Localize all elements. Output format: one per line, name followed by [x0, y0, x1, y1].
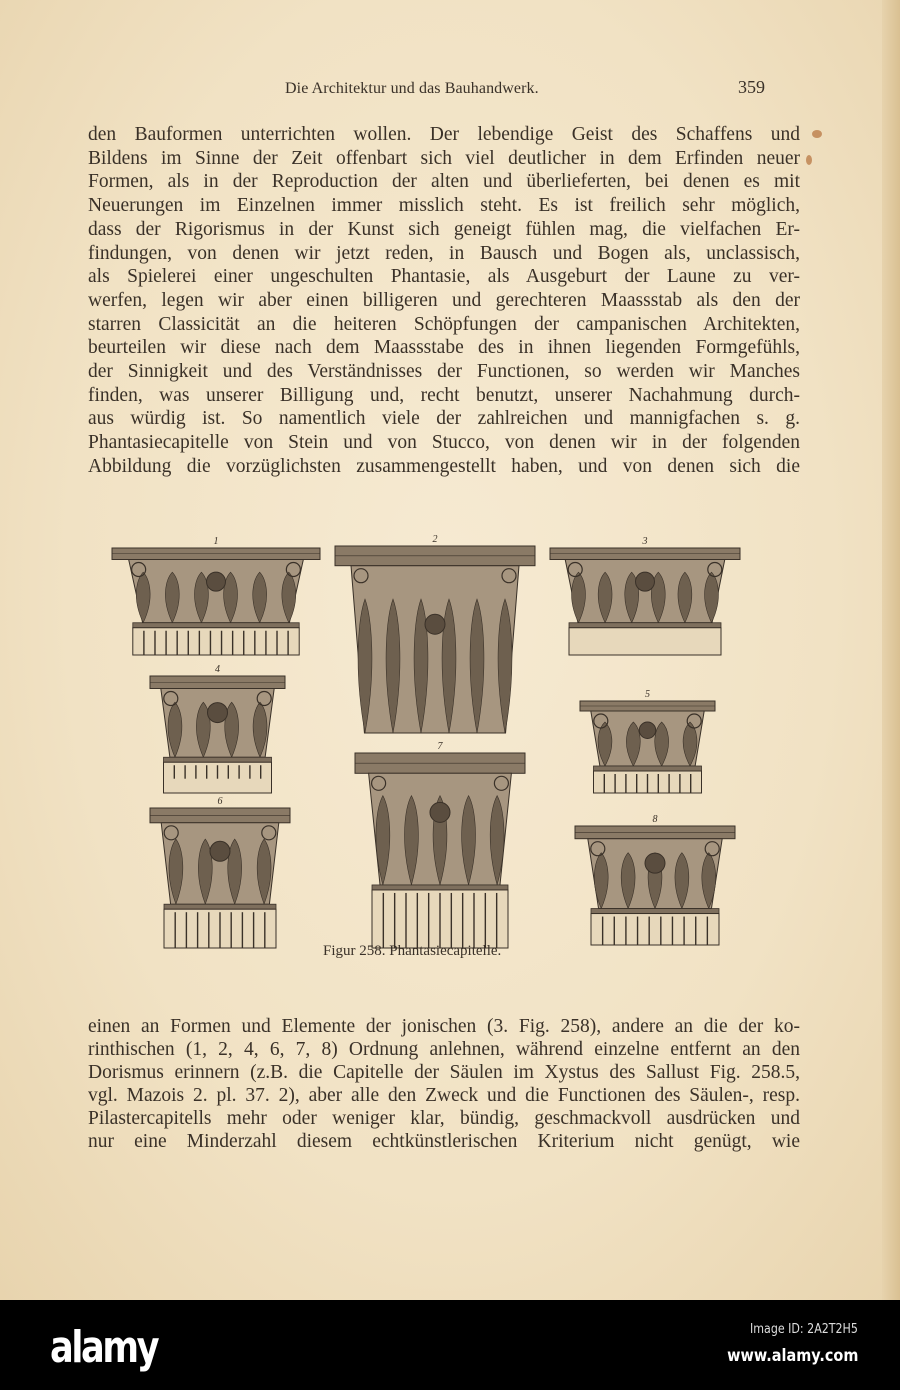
figure-capitals	[100, 520, 760, 950]
rosette	[636, 572, 655, 591]
text-line: Dorismus erinnern (z.B. die Capitelle der Säulen im Xystus des Sallust Fig. 258.5,	[88, 1062, 800, 1083]
rosette	[639, 722, 656, 739]
capital-4	[150, 664, 285, 793]
capital-6	[150, 796, 290, 948]
rosette	[208, 703, 228, 723]
page-edge	[882, 0, 900, 1300]
rosette	[645, 853, 665, 873]
rosette	[210, 841, 230, 861]
text-line: Formen, als in der Reproduction der alten und überlieferten, bei denen es mit	[88, 171, 800, 193]
text-line: vgl. Mazois 2. pl. 37. 2), aber alle den Zweck und die Functionen des Säulen-, resp.	[88, 1085, 800, 1106]
capital-2	[335, 534, 535, 733]
text-line: Abbildung die vorzüglichsten zusammengestellt haben, und von denen sich die	[88, 455, 800, 477]
figure-caption: Figur 258. Phantasiecapitelle.	[323, 943, 502, 959]
text-line: Phantasiecapitelle von Stein und von Stucco, von denen wir in der folgenden	[88, 432, 800, 454]
text-line: dass der Rigorismus in der Kunst sich geneigt fühlen mag, die vielfachen Er-	[88, 218, 800, 240]
text-line: beurteilen wir diese nach dem Maassstabe des in ihnen liegenden Formgefühls,	[88, 337, 800, 359]
figure-label: 1	[213, 536, 219, 547]
text-line: rinthischen (1, 2, 4, 6, 7, 8) Ordnung anlehnen, während einzelne entfernt an den	[88, 1039, 800, 1060]
capital-3	[550, 536, 740, 655]
figure-label: 4	[215, 664, 220, 675]
alamy-logo: alamy	[50, 1322, 158, 1373]
capital-7	[355, 741, 525, 948]
figure-label: 2	[432, 534, 438, 545]
text-line: einen an Formen und Elemente der jonischen (3. Fig. 258), andere an die der ko-	[88, 1016, 800, 1037]
text-line: Bildens im Sinne der Zeit offenbart sich viel deutlicher in dem Erfinden neuer	[88, 147, 800, 169]
watermark-bar	[0, 1300, 900, 1390]
figure-label: 8	[652, 814, 658, 825]
text-line: Neuerungen im Einzelnen immer misslich steht. Es ist freilich sehr möglich,	[88, 195, 800, 217]
text-line: finden, was unserer Billigung und, recht benutzt, unserer Nachahmung durch-	[88, 384, 800, 406]
figure-label: 3	[642, 536, 648, 547]
capital-8	[575, 814, 735, 945]
figure-label: 5	[645, 689, 650, 700]
rosette	[207, 572, 226, 591]
text-line: findungen, von denen wir jetzt reden, in Bausch und Bogen als, unclassisch,	[88, 242, 800, 264]
running-head: Die Architektur und das Bauhandwerk.	[285, 80, 539, 97]
text-line: nur eine Minderzahl diesem echtkünstlerischen Kriterium nicht genügt, wie	[88, 1131, 800, 1152]
capital-5	[580, 689, 715, 793]
text-line: als Spielerei einer ungeschulten Phantasie, als Ausgeburt der Laune zu ver-	[88, 266, 800, 288]
page-number: 359	[738, 77, 765, 97]
text-line: den Bauformen unterrichten wollen. Der lebendige Geist des Schaffens und	[88, 124, 800, 145]
capital-1	[112, 536, 320, 655]
foxing-stain	[812, 130, 822, 138]
text-line: der Sinnigkeit und des Verständnisses der Functionen, so werden wir Manches	[88, 361, 800, 382]
figure-label: 6	[217, 796, 223, 807]
figure-label: 7	[437, 741, 443, 752]
text-line: starren Classicität an die heiteren Schöpfungen der campanischen Architekten,	[88, 313, 800, 335]
text-line: werfen, legen wir aber einen billigeren und gerechteren Maassstab als den der	[88, 289, 800, 311]
watermark-url: www.alamy.com	[726, 1346, 858, 1366]
text-line: aus würdig ist. So namentlich viele der zahlreichen und mannigfachen s. g.	[88, 408, 800, 430]
foxing-stain	[806, 155, 812, 165]
rosette	[430, 802, 450, 822]
text-line: Pilastercapitells mehr oder weniger klar, bündig, geschmackvoll ausdrücken und	[88, 1108, 800, 1129]
image-id: Image ID: 2A2T2H5	[750, 1322, 858, 1337]
rosette	[425, 614, 445, 634]
